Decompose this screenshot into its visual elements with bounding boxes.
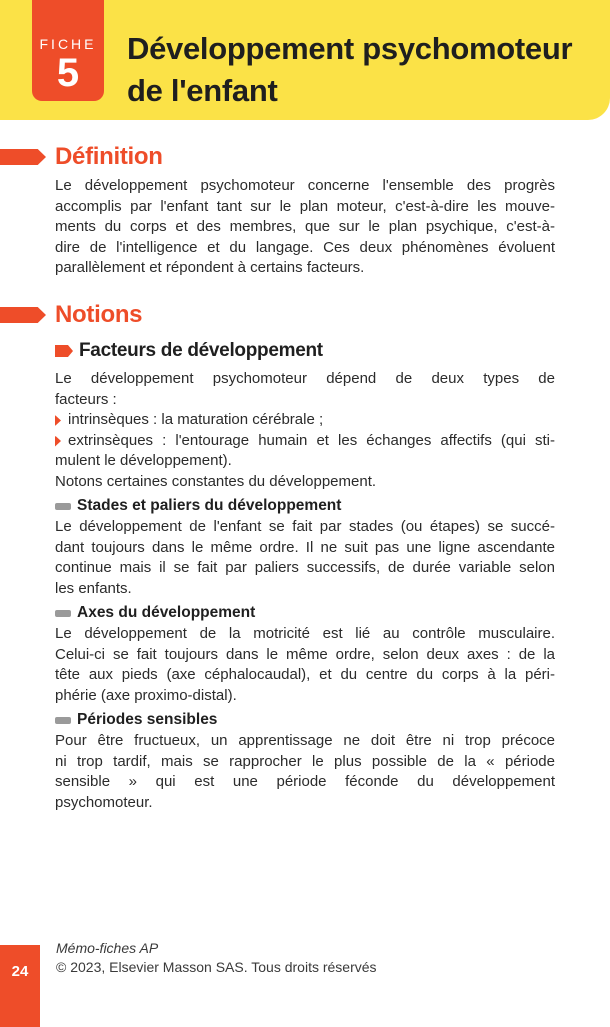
tag-bar-icon bbox=[55, 717, 71, 724]
definition-line: parallèlement et répondent à certains facteurs. bbox=[55, 259, 365, 276]
periodes-line: ni trop tardif, mais se rapprocher le plus possible de la « période bbox=[55, 752, 555, 770]
periodes-line: psychomoteur. bbox=[55, 793, 153, 811]
stades-paragraph bbox=[55, 517, 555, 599]
definition-line: Le développement psychomoteur concerne l'ensemble des progrès bbox=[55, 177, 555, 194]
page-number: 24 bbox=[11, 963, 29, 980]
facteurs-line: facteurs : bbox=[55, 390, 117, 408]
facteurs-title: Facteurs de développement bbox=[79, 340, 323, 361]
definition-paragraph bbox=[55, 176, 555, 279]
stades-subheading bbox=[55, 497, 341, 515]
periodes-line: Pour être fructueux, un apprentissage ne doit être ni trop précoce bbox=[55, 732, 555, 749]
section-arrow-icon bbox=[0, 307, 46, 323]
stades-line: continue mais il se fait par paliers successifs, de durée variable selon bbox=[55, 559, 555, 576]
facteurs-line: Notons certaines constantes du développement. bbox=[55, 472, 377, 490]
notions-heading bbox=[0, 300, 142, 330]
footer-copyright: © 2023, Elsevier Masson SAS. Tous droits réservés bbox=[56, 959, 377, 975]
definition-line: ments du corps et des membres, que sur le plan psychique, c'est-à- bbox=[55, 218, 555, 235]
periodes-line: sensible » qui est une période féconde du développement bbox=[55, 773, 555, 790]
axes-line: phérie (axe proximo-distal). bbox=[55, 686, 237, 704]
list-item bbox=[55, 431, 555, 452]
fiche-label: FICHE bbox=[39, 36, 97, 52]
footer bbox=[56, 939, 377, 977]
tag-bar-icon bbox=[55, 610, 71, 617]
bullet-triangle-icon bbox=[55, 436, 61, 447]
axes-subheading bbox=[55, 604, 255, 622]
periodes-subheading bbox=[55, 711, 217, 729]
definition-title: Définition bbox=[55, 143, 163, 170]
axes-title: Axes du développement bbox=[77, 604, 256, 621]
tag-arrow-icon bbox=[55, 345, 73, 357]
list-item bbox=[55, 410, 555, 431]
definition-line: dire de l'intelligence et du langage. Ces deux phénomènes évoluent bbox=[55, 238, 555, 256]
facteurs-line: Le développement psychomoteur dépend de deux types de bbox=[55, 370, 555, 387]
stades-line: les enfants. bbox=[55, 579, 132, 597]
section-arrow-icon bbox=[0, 149, 46, 165]
page-title bbox=[127, 28, 587, 112]
fiche-number: 5 bbox=[56, 51, 80, 95]
page-title-line2: de l'enfant bbox=[127, 73, 278, 108]
periodes-title: Périodes sensibles bbox=[77, 711, 218, 728]
stades-line: dant toujours dans le même ordre. Il ne suit pas une ligne ascendante bbox=[55, 538, 555, 556]
stades-title: Stades et paliers du développement bbox=[77, 497, 342, 514]
periodes-paragraph bbox=[55, 731, 555, 813]
definition-heading bbox=[0, 142, 163, 172]
axes-paragraph bbox=[55, 624, 555, 706]
axes-line: Le développement de la motricité est lié au contrôle musculaire. bbox=[55, 625, 555, 642]
footer-book-title: Mémo-fiches AP bbox=[56, 940, 159, 956]
stades-line: Le développement de l'enfant se fait par stades (ou étapes) se succé- bbox=[55, 518, 555, 535]
facteurs-subheading bbox=[55, 340, 323, 362]
axes-line: Celui-ci se fait toujours dans le même ordre, selon deux axes : de la bbox=[55, 645, 555, 663]
facteurs-paragraph bbox=[55, 369, 555, 492]
bullet-text: extrinsèques : l'entourage humain et les échanges affectifs (qui sti- bbox=[68, 431, 555, 449]
axes-line: tête aux pieds (axe céphalocaudal), et du centre du corps à la péri- bbox=[55, 666, 555, 683]
definition-line: accomplis par l'enfant tant sur le plan moteur, c'est-à-dire les mouve- bbox=[55, 197, 555, 215]
page-tab bbox=[0, 945, 40, 1027]
fiche-badge bbox=[32, 0, 104, 101]
page-title-line1: Développement psychomoteur bbox=[127, 31, 573, 66]
tag-bar-icon bbox=[55, 503, 71, 510]
notions-title: Notions bbox=[55, 301, 143, 328]
bullet-text: intrinsèques : la maturation cérébrale ; bbox=[68, 411, 324, 428]
facteurs-line: mulent le développement). bbox=[55, 452, 232, 469]
bullet-triangle-icon bbox=[55, 415, 61, 426]
